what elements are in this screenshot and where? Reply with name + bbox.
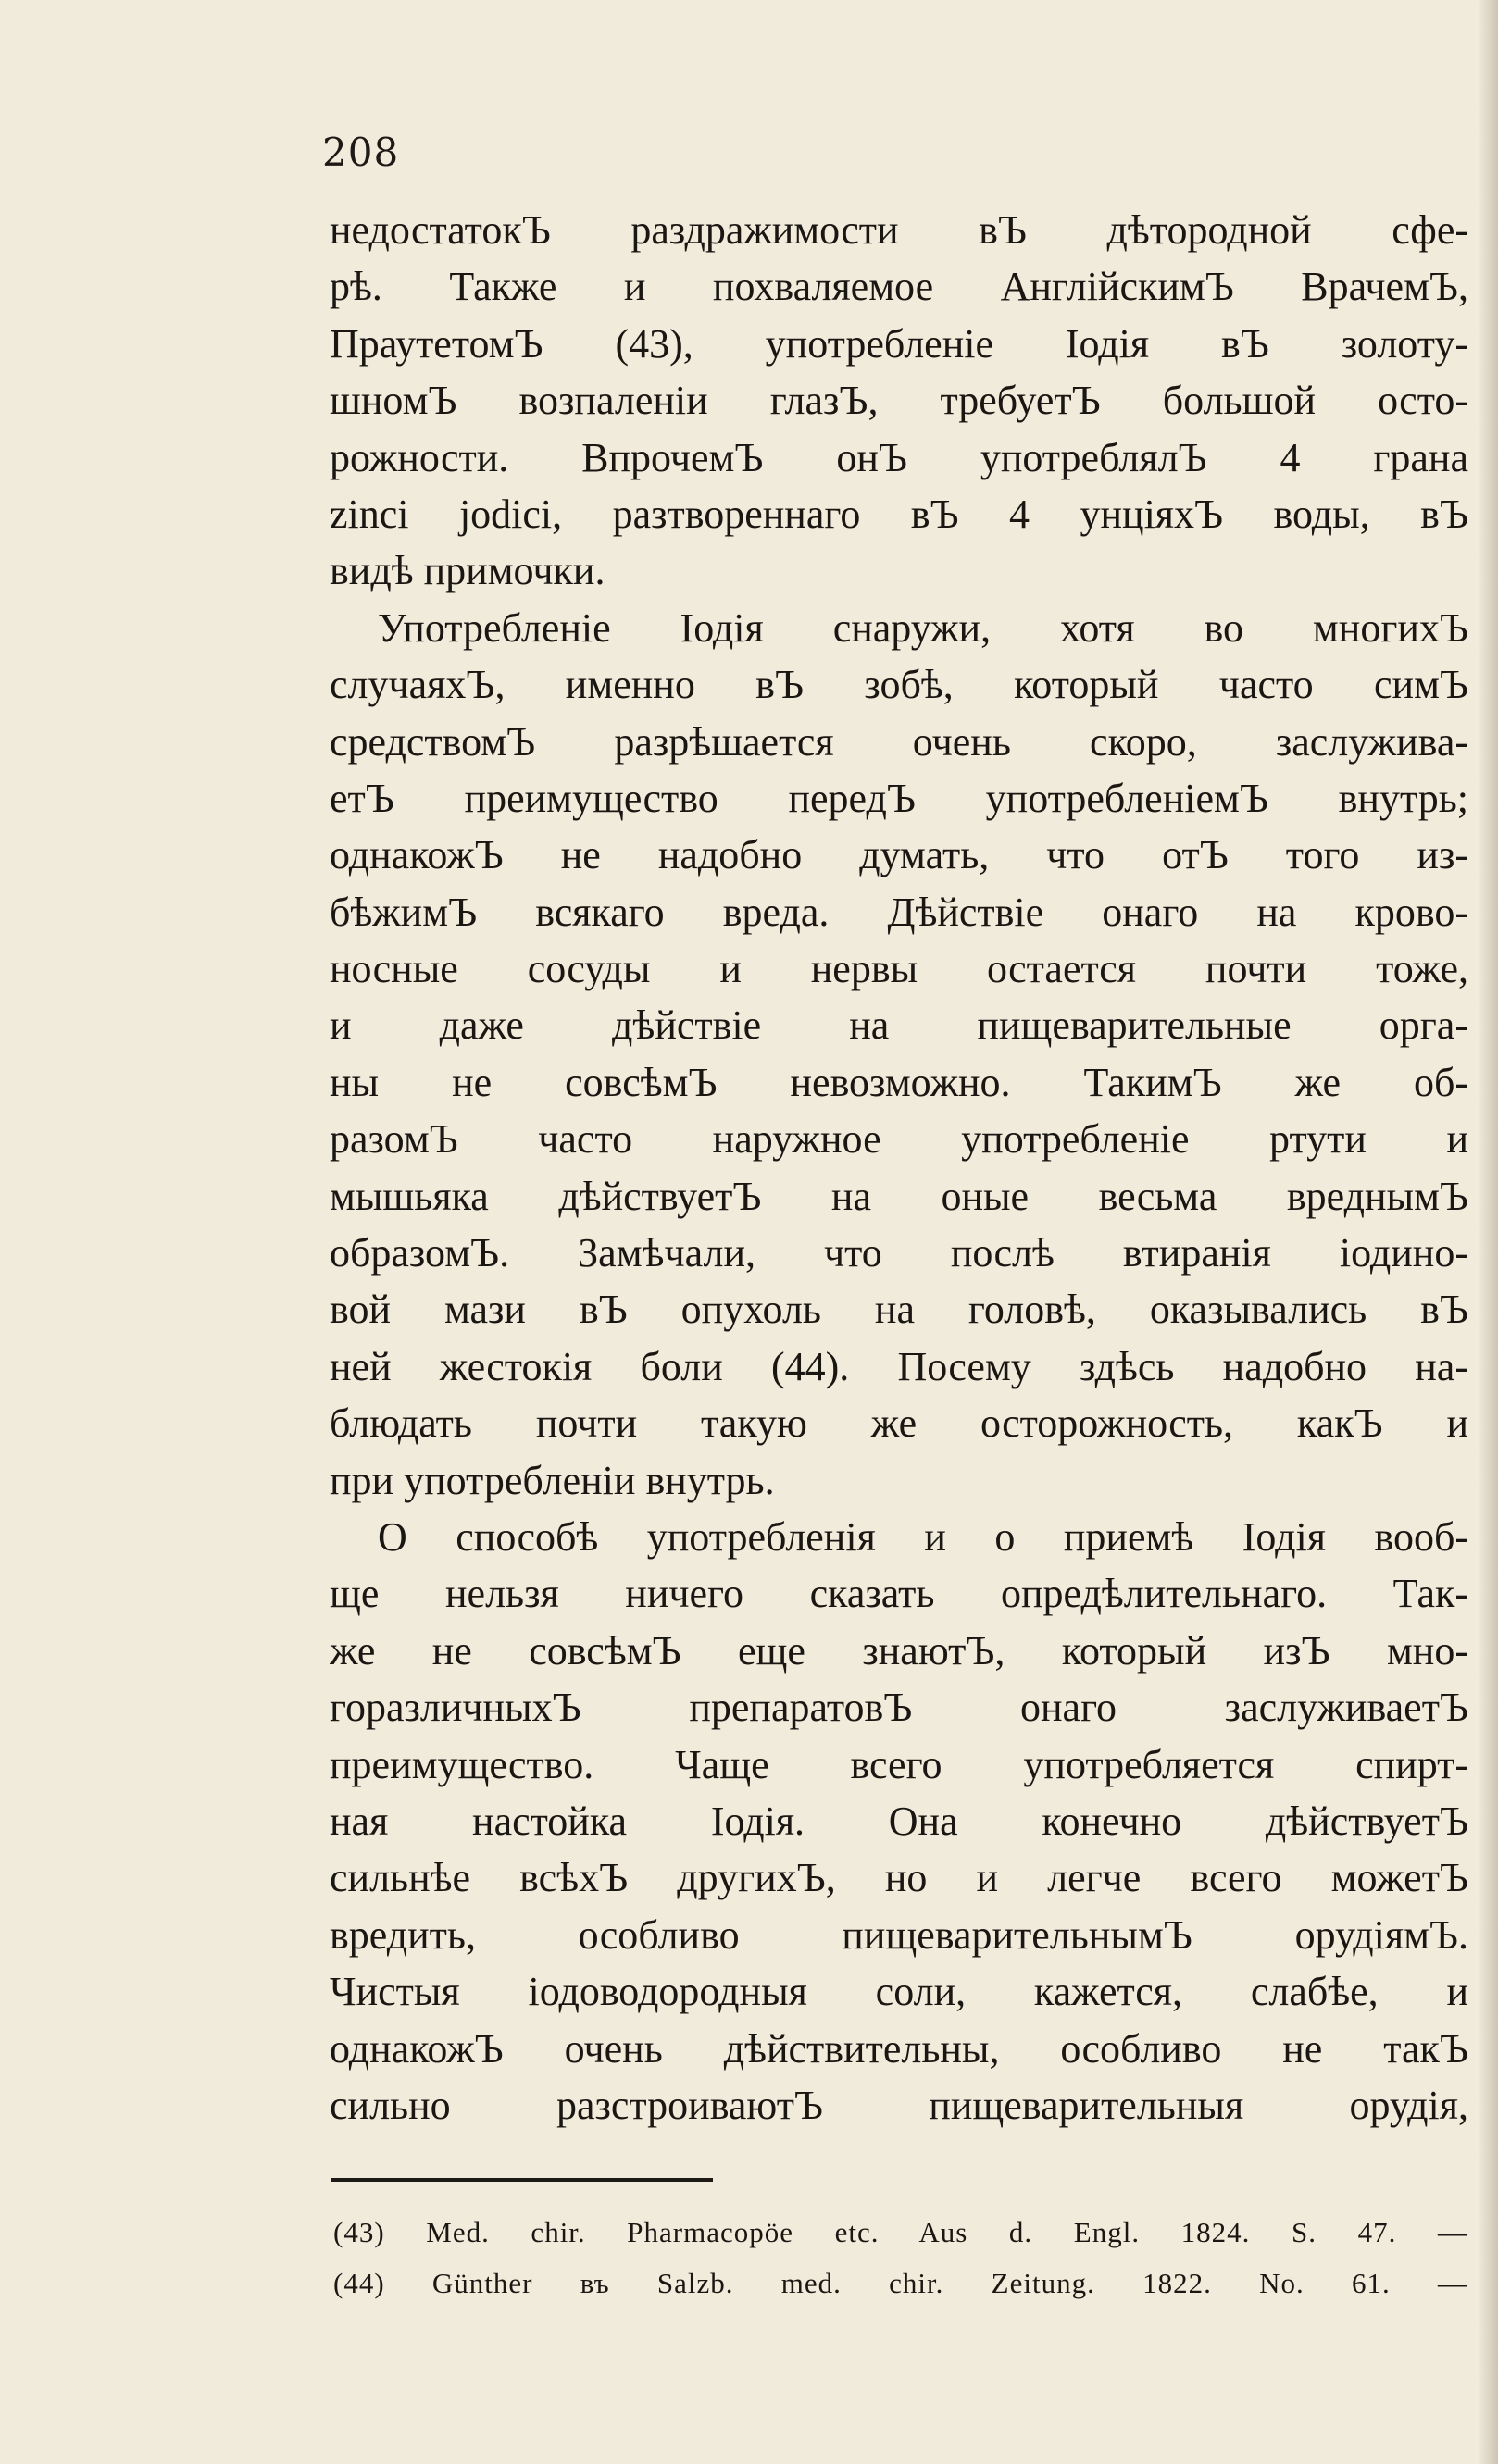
text-line: Употребленiе Iодiя снаружи, хотя во многихЪ	[378, 604, 1468, 651]
text-line: при употребленiи внутрь.	[330, 1457, 775, 1503]
footnote-44: (44) Günther въ Salzb. med. chir. Zeitung. 1822. No. 61. —	[333, 2267, 1467, 2299]
text-line: средствомЪ разрѣшается очень скоро, заслужива-	[330, 718, 1468, 765]
text-line: ще нельзя ничего сказать опредѣлительнаго. Так-	[330, 1571, 1468, 1617]
text-line: разомЪ часто наружное употребленiе ртути и	[330, 1116, 1468, 1163]
page-number: 208	[322, 130, 400, 175]
text-line: же не совсѣмЪ еще знаютЪ, который изЪ мно-	[330, 1627, 1468, 1674]
text-line: вредить, особливо пищеварительнымЪ орудiямЪ.	[330, 1911, 1468, 1958]
text-line: етЪ преимущество передЪ употребленiемЪ внутрь;	[330, 775, 1468, 821]
text-line: ны не совсѣмЪ невозможно. ТакимЪ же об-	[330, 1059, 1468, 1105]
text-line: преимущество. Чаще всего употребляется спирт-	[330, 1741, 1468, 1787]
text-line: бѣжимЪ всякаго вреда. Дѣйствiе онаго на крово-	[330, 889, 1468, 935]
text-line: образомЪ. Замѣчали, что послѣ втиранiя iодино-	[330, 1230, 1468, 1276]
text-line: рѣ. Также и похваляемое АнглiйскимЪ ВрачемЪ,	[330, 264, 1468, 310]
text-line: блюдать почти такую же осторожность, какЪ и	[330, 1400, 1468, 1447]
text-line: случаяхЪ, именно вЪ зобѣ, который часто симЪ	[330, 662, 1468, 708]
text-line: и даже дѣйствiе на пищеварительные орга-	[330, 1002, 1468, 1049]
footnotes	[333, 2207, 1467, 2308]
text-line: однакожЪ не надобно думать, что отЪ того из-	[330, 832, 1468, 878]
text-line: вой мази вЪ опухоль на головѣ, оказывались вЪ	[330, 1287, 1468, 1333]
body-text	[330, 202, 1468, 2134]
page-edge-shadow	[1478, 0, 1498, 2464]
text-line: шномЪ возпаленiи глазЪ, требуетЪ большой осто-	[330, 378, 1468, 424]
text-line: Чистыя iодоводородныя соли, кажется, слабѣе, и	[330, 1969, 1468, 2015]
text-line: видѣ примочки.	[330, 548, 605, 594]
text-line: однакожЪ очень дѣйствительны, особливо не такЪ	[330, 2025, 1468, 2072]
text-line: сильно разстроиваютЪ пищеварительныя орудiя,	[330, 2082, 1468, 2128]
footnote-43: (43) Med. chir. Pharmacopöe etc. Aus d. Engl. 1824. S. 47. —	[333, 2216, 1467, 2248]
footnote-divider	[331, 2178, 713, 2182]
text-line: рожности. ВпрочемЪ онЪ употреблялЪ 4 грана	[330, 434, 1468, 480]
text-line: ная настойка Iодiя. Она конечно дѣйствуетЪ	[330, 1798, 1468, 1844]
text-line: О способѣ употребленiя и о приемѣ Iодiя вооб-	[378, 1513, 1468, 1560]
text-line: сильнѣе всѣхЪ другихЪ, но и легче всего можетЪ	[330, 1855, 1468, 1901]
text-line: ПраутетомЪ (43), употребленiе Iодiя вЪ золоту-	[330, 320, 1468, 367]
text-line: носные сосуды и нервы остается почти тоже,	[330, 946, 1468, 992]
text-line: ней жестокiя боли (44). Посему здѣсь надобно на-	[330, 1343, 1468, 1389]
text-line: мышьяка дѣйствуетЪ на оные весьма вреднымЪ	[330, 1173, 1468, 1219]
text-line: недостатокЪ раздражимости вЪ дѣтородной сфе-	[330, 207, 1468, 253]
text-line: zinci jodici, разтвореннаго вЪ 4 унцiяхЪ воды, вЪ	[330, 491, 1468, 537]
text-line: горазличныхЪ препаратовЪ онаго заслуживаетЪ	[330, 1685, 1468, 1731]
